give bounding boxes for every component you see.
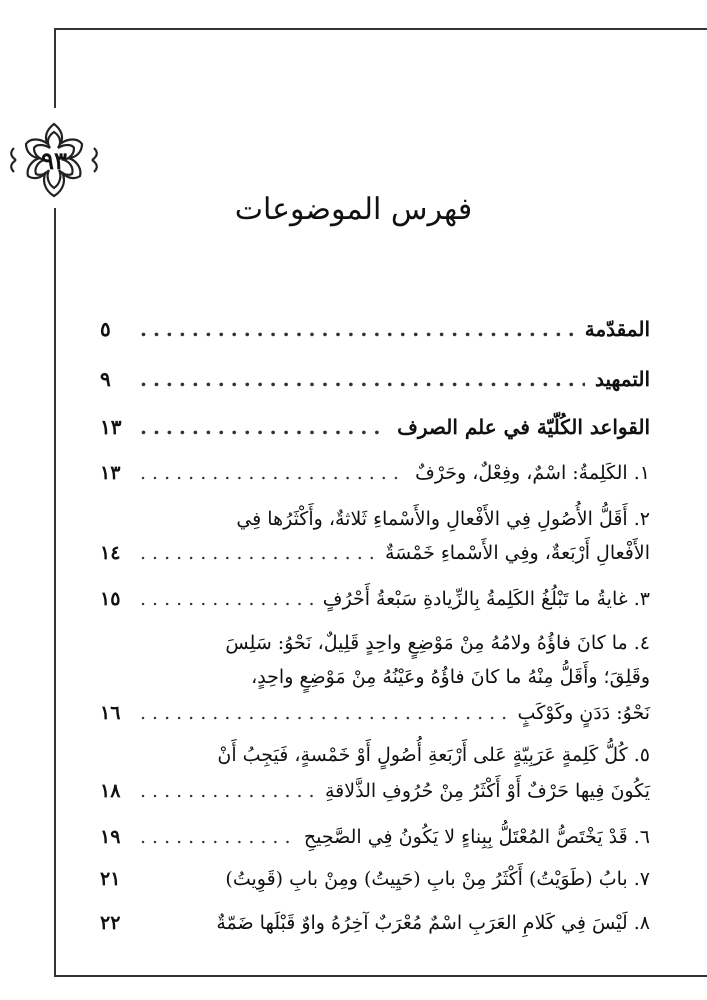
toc-entry-label: وقَلِقَ؛ وأَقَلُّ مِنْهُ ما كانَ فاؤُهُ وعَيْنُهُ مِنْ مَوْضِعٍ واحِدٍ، bbox=[251, 666, 650, 688]
toc-entry bbox=[100, 696, 650, 730]
toc-entry bbox=[100, 862, 650, 896]
toc-entry-label: ٨. لَيْسَ فِي كَلامِ العَرَبِ اسْمٌ مُعْرَبٌ آخِرُهُ واوٌ قَبْلَها ضَمّةٌ bbox=[216, 912, 650, 934]
toc-entry-page: ١٣ bbox=[100, 415, 122, 439]
toc-leader-dots bbox=[140, 696, 508, 730]
toc-entry-page: ٥ bbox=[100, 317, 111, 341]
toc-entry-label: ٣. غايةُ ما تَبْلُغُ الكَلِمةُ بِالزِّيادةِ سَبْعةُ أَحْرُفٍ bbox=[322, 588, 650, 610]
toc-entry-label: يَكُونَ فِيها حَرْفٌ أَوْ أَكْثَرُ مِنْ حُرُوفِ الذَّلاقةِ bbox=[325, 780, 650, 802]
toc-entry-page: ١٦ bbox=[100, 702, 121, 724]
toc-leader-dots bbox=[140, 582, 313, 616]
toc-entry-page: ٢١ bbox=[100, 868, 121, 890]
toc-entry-page: ٩ bbox=[100, 367, 111, 391]
frame-left-line-upper bbox=[54, 28, 56, 108]
toc-entry bbox=[100, 456, 650, 490]
toc-entry-label: التمهيد bbox=[595, 367, 650, 391]
toc-entry bbox=[100, 626, 650, 660]
toc-leader-dots bbox=[140, 456, 405, 490]
toc-entry-page: ١٨ bbox=[100, 780, 121, 802]
toc-entry-label: الأَفْعالِ أَرْبَعةٌ، وفِي الأَسْماءِ خَمْسَةٌ bbox=[384, 542, 650, 564]
toc-entry-label: ٢. أَقَلُّ الأُصُولِ فِي الأَفْعالِ والأَسْماءِ ثَلاثةٌ، وأَكْثَرُها فِي bbox=[236, 508, 650, 530]
frame-left-line-lower bbox=[54, 208, 56, 976]
toc-leader-dots bbox=[140, 820, 294, 854]
toc-entry-page: ١٣ bbox=[100, 462, 121, 484]
toc-entry-page: ٢٢ bbox=[100, 912, 121, 934]
toc-entry bbox=[100, 410, 650, 444]
toc-entry-label: ٤. ما كانَ فاؤُهُ ولامُهُ مِنْ مَوْضِعٍ واحِدٍ قَلِيلٌ، نَحْوُ: سَلِسَ bbox=[225, 632, 650, 654]
toc-entry-page: ١٩ bbox=[100, 826, 121, 848]
toc-leader-dots bbox=[140, 362, 585, 396]
toc-entry-label: ٦. قَدْ يَخْتَصُّ المُعْتَلُّ بِبِناءٍ لا يَكُونُ فِي الصَّحِيحِ bbox=[303, 826, 650, 848]
toc-entry bbox=[100, 820, 650, 854]
toc-entry bbox=[100, 312, 650, 346]
toc-entry-label: المقدّمة bbox=[584, 317, 650, 341]
toc-entry-page: ١٤ bbox=[100, 542, 121, 564]
toc-entry-label: القواعد الكُلّيّة في علم الصرف bbox=[397, 415, 650, 439]
toc-entry-label: ٥. كُلُّ كَلِمةٍ عَرَبِيّةٍ عَلى أَرْبَعةِ أُصُولٍ أَوْ خَمْسةٍ، فَيَجِبُ أَنْ bbox=[217, 744, 650, 766]
toc-entry bbox=[100, 536, 650, 570]
toc-entry-label: نَحْوُ: دَدَنٍ وكَوْكَبٍ bbox=[517, 702, 650, 724]
toc-entry bbox=[100, 906, 650, 940]
page-number: ٩٣ bbox=[41, 145, 67, 175]
toc-leader-dots bbox=[140, 536, 375, 570]
frame-top-line bbox=[54, 28, 707, 30]
frame-bottom-line bbox=[54, 975, 707, 977]
toc-leader-dots bbox=[140, 410, 387, 444]
toc-entry bbox=[100, 660, 650, 694]
toc-entry bbox=[100, 502, 650, 536]
toc-entry bbox=[100, 774, 650, 808]
toc-entry-label: ١. الكَلِمةُ: اسْمٌ، وفِعْلٌ، وحَرْفٌ bbox=[415, 462, 650, 484]
toc-entry bbox=[100, 582, 650, 616]
toc-entry bbox=[100, 738, 650, 772]
toc-entry-page: ١٥ bbox=[100, 588, 121, 610]
toc-leader-dots bbox=[140, 312, 575, 346]
toc-leader-dots bbox=[140, 774, 315, 808]
toc-entry bbox=[100, 362, 650, 396]
toc-entry-label: ٧. بابُ (طَوَيْتُ) أَكْثَرُ مِنْ بابِ (حَيِيتُ) ومِنْ بابِ (قَوِيتُ) bbox=[225, 868, 650, 890]
page-title: فهرس الموضوعات bbox=[234, 192, 473, 227]
